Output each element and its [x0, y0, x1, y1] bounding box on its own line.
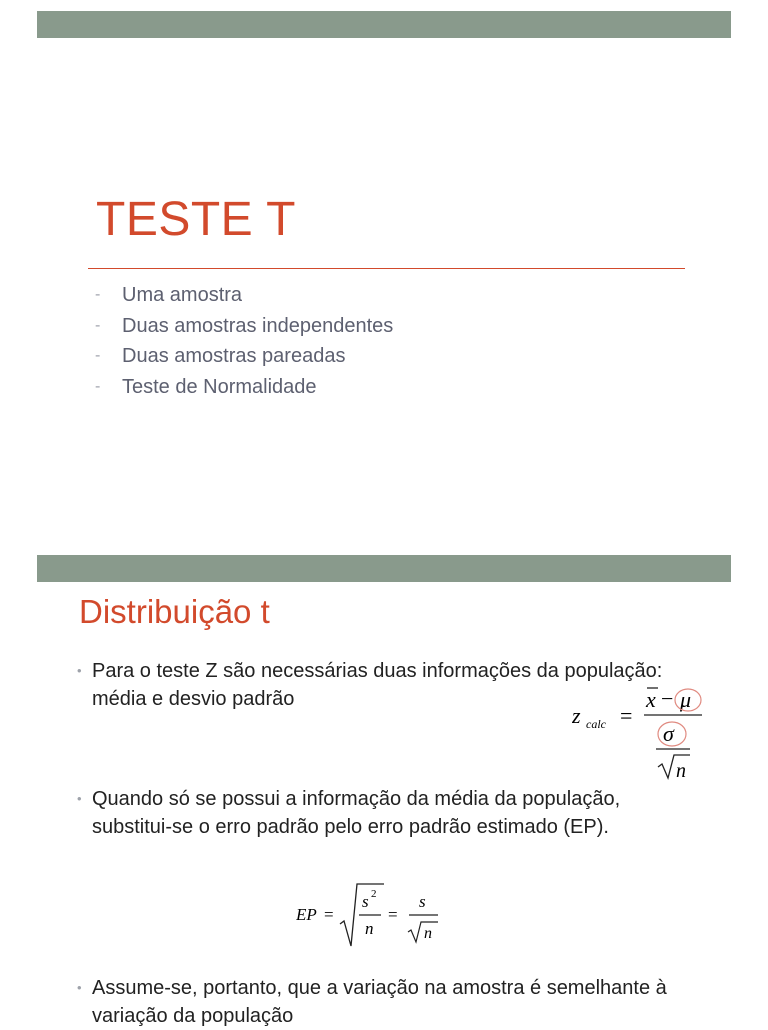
z-symbol: z — [572, 703, 581, 728]
sqrt-symbol — [408, 922, 438, 942]
list-item-text: Teste de Normalidade — [122, 375, 317, 398]
minus-sign: − — [661, 686, 674, 711]
list-item — [95, 280, 393, 311]
list-item — [95, 372, 393, 403]
bullet-item — [77, 974, 672, 1030]
x-symbol: x — [646, 687, 656, 712]
ep-formula — [296, 880, 446, 952]
dash-marker: - — [95, 316, 101, 334]
list-item — [95, 341, 393, 372]
bullet-text: Quando só se possui a informação da média da população, substitui-se o erro padrão pelo erro padrão estimado (EP). — [92, 788, 621, 838]
slide-title: TESTE T — [96, 193, 296, 246]
slide-distribuicao-t — [0, 540, 768, 1027]
bullet-item — [77, 785, 672, 841]
s-symbol: s — [419, 892, 426, 911]
ep-symbol: EP — [296, 905, 317, 924]
dash-marker: - — [95, 377, 101, 395]
dash-marker: - — [95, 347, 101, 365]
n-symbol: n — [676, 760, 686, 782]
z-formula — [572, 675, 712, 790]
equals-sign: = — [620, 703, 633, 728]
title-underline — [88, 268, 685, 269]
n-symbol: n — [365, 919, 374, 938]
list-item-text: Duas amostras pareadas — [122, 345, 346, 368]
list-item-text: Uma amostra — [122, 284, 243, 307]
bullet-dot: • — [77, 980, 82, 995]
equals-sign: = — [388, 905, 398, 924]
bullet-text: Para o teste Z são necessárias duas informações da população: média e desvio padrão — [92, 660, 663, 710]
list-item-text: Duas amostras independentes — [122, 314, 394, 337]
sigma-symbol: σ — [663, 721, 674, 746]
slide-header-bar — [37, 555, 731, 582]
slide-header-bar — [37, 11, 731, 38]
exponent: 2 — [371, 888, 377, 900]
mu-symbol: μ — [680, 687, 692, 712]
z-subscript: calc — [586, 717, 606, 731]
equals-sign: = — [324, 905, 334, 924]
dash-marker: - — [95, 286, 101, 304]
bullet-dot: • — [77, 663, 82, 678]
list-item — [95, 311, 393, 342]
topic-list — [95, 280, 393, 402]
slide-title: Distribuição t — [79, 593, 270, 630]
n-symbol: n — [424, 925, 432, 942]
bullet-dot: • — [77, 791, 82, 806]
s-symbol: s — [362, 892, 369, 911]
bullet-text: Assume-se, portanto, que a variação na amostra é semelhante à variação da população — [92, 977, 667, 1027]
